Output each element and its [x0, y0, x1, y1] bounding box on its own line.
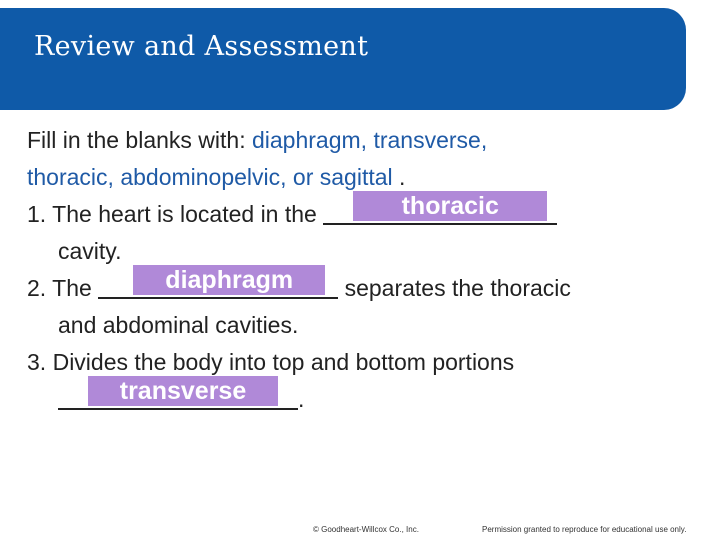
question-1-text: The heart is located in the: [52, 201, 324, 227]
question-2-number: 2.: [27, 275, 47, 301]
instructions-suffix: .: [392, 164, 406, 190]
question-1-answer: thoracic: [353, 191, 547, 221]
instructions-options-2: thoracic, abdominopelvic, or sagittal: [27, 164, 393, 190]
question-1-blank: [323, 192, 557, 225]
question-3-answer: transverse: [88, 376, 278, 406]
instructions-line-2: [27, 159, 667, 196]
instructions-options: diaphragm, transverse,: [251, 127, 488, 153]
question-3-text: Divides the body into top and bottom portions: [52, 349, 515, 375]
question-3-number: 3.: [27, 349, 47, 375]
question-1-number: 1.: [27, 201, 47, 227]
slide-title: Review and Assessment: [34, 31, 369, 62]
instructions-line-1: [27, 122, 667, 159]
question-1: [27, 192, 667, 233]
question-1-continuation: cavity.: [58, 238, 122, 264]
question-2-text-after: separates the thoracic: [338, 275, 571, 301]
question-2-continuation: and abdominal cavities.: [58, 312, 299, 338]
question-2-blank: [98, 266, 338, 299]
slide-content: [27, 122, 667, 418]
footer-copyright: © Goodheart-Willcox Co., Inc.: [313, 525, 419, 534]
question-2: [27, 266, 667, 307]
question-3-blank: [58, 377, 298, 410]
question-3-text-after: .: [298, 386, 305, 412]
footer-permission: Permission granted to reproduce for educational use only.: [482, 525, 687, 534]
question-2-text-before: The: [52, 275, 99, 301]
question-3-continuation: [27, 377, 667, 418]
question-2-answer: diaphragm: [133, 265, 325, 295]
title-banner: [0, 8, 686, 110]
instructions-prefix: Fill in the blanks with:: [27, 127, 252, 153]
